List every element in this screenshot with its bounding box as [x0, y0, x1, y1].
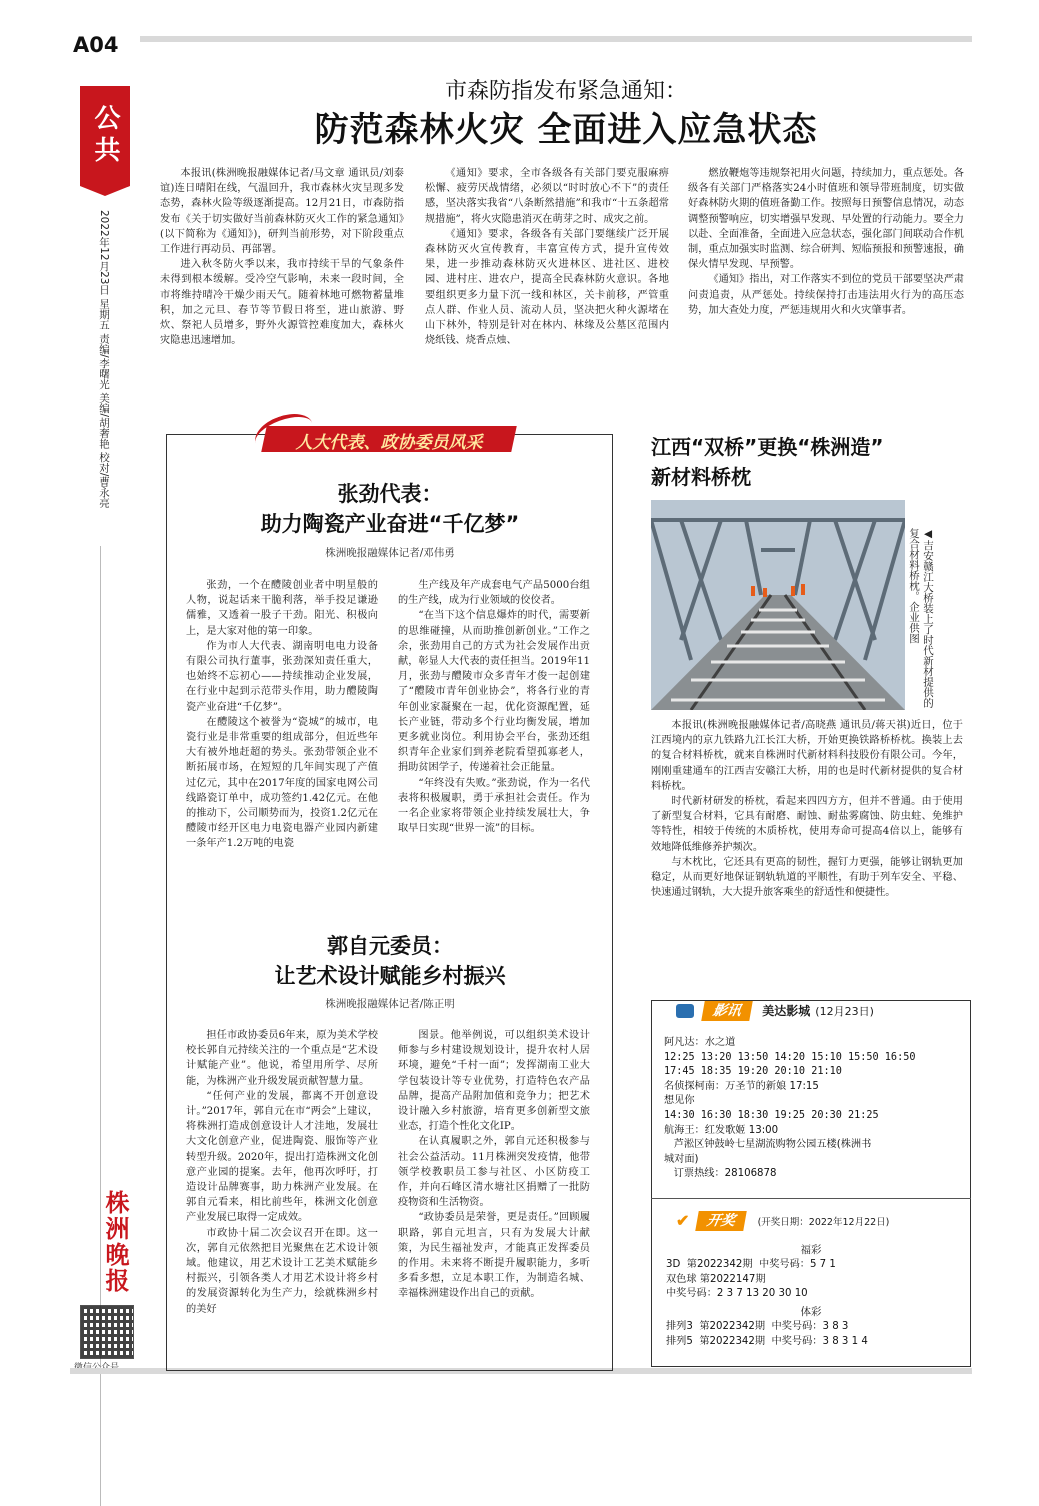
story2-column-2 — [398, 1028, 590, 1302]
page-number: A04 — [73, 33, 119, 57]
story2-title-line2: 让艺术设计赋能乡村振兴 — [274, 964, 506, 988]
schedule-line: 17:45 18:35 19:20 20:10 21:10 — [664, 1066, 842, 1078]
lead-kicker: 市森防指发布紧急通知： — [444, 79, 687, 104]
story1-title-line1: 张劲代表： — [337, 482, 443, 506]
story1-paragraph: 在醴陵这个被誉为“瓷城”的城市，电瓷行业是非常重要的组成部分，但近些年大有被外地赶超的势头。张劲带领企业不断拓展市场，在短短的几年间实现了产值过亿元，其中在2017年度的国家电网公司线路瓷订单中，成功签约1.42亿元。在他的推动下，公司顺势而为，投资1.2亿元在醴陵市经开区电力电瓷电器产业园内新建一条年产1.2万吨的电瓷 — [186, 716, 378, 850]
lottery-line: 排列5 第2022342期 中奖号码：3 8 3 1 4 — [666, 1335, 868, 1347]
welfare-lottery-results — [666, 1258, 966, 1302]
story1-title-line2: 助力陶瓷产业奋进“千亿梦” — [260, 512, 520, 536]
cinema-tag: 影讯 — [701, 1001, 753, 1021]
box-divider — [651, 1198, 971, 1199]
cinema-header — [676, 1000, 966, 1020]
feature-banner-label: 人大代表、政协委员风采 — [295, 433, 483, 453]
schedule-line: 想见你 — [664, 1095, 695, 1107]
story1-paragraph: 生产线及年产成套电气产品5000台组的生产线，成为行业领域的佼佼者。 — [398, 580, 590, 607]
schedule-line: 航海王：红发歌姬 13:00 — [664, 1124, 779, 1136]
story2-paragraph: 在认真履职之外，郭自元还积极参与社会公益活动。11月株洲突发疫情，他带领学校教职员工参与社区、小区防疫工作，并向石峰区清水塘社区捐赠了一批防疫物资和生活物资。 — [398, 1136, 590, 1209]
story2-paragraph: 担任市政协委员6年来，原为美术学校校长郭自元持续关注的一个重点是“艺术设计赋能产业”。他说，希望用所学、尽所能，为株洲产业升级发展贡献智慧力量。 — [186, 1030, 378, 1087]
feature-banner — [254, 416, 524, 456]
welfare-lottery-header: 福彩 — [800, 1244, 822, 1256]
lead-column-3 — [688, 166, 964, 318]
lead-paragraph: 《通知》要求，各级各有关部门要继续广泛开展森林防灭火宣传教育，丰富宣传方式，提升宣传效果，进一步推动森林防灭火进林区、进社区、进校园、进村庄、进农户，提高全民森林防火意识。各地要组织更多力量下沉一线和林区，关卡前移，严管重点人群、作业人员、流动人员，坚决把火种火源堵在山下林外，特别是针对在林内、林缘及公墓区范围内烧纸钱、烧香点烛、 — [425, 228, 669, 347]
story2-byline: 株洲晚报融媒体记者/陈正明 — [325, 998, 455, 1010]
lottery-date: (开奖日期：2022年12月22日) — [757, 1217, 890, 1228]
bridge-title-line2: 新材料桥枕 — [651, 465, 751, 489]
sports-lottery-header: 体彩 — [800, 1306, 822, 1318]
lottery-header — [676, 1210, 966, 1230]
lottery-tag: 开奖 — [695, 1211, 747, 1231]
story2-paragraph: “任何产业的发展，都离不开创意设计。”2017年，郭自元在市“两会”上建议，将株洲打造成创意设计人才洼地，发展壮大文化创意产业，促进陶瓷、服饰等产业转型升级。2020年，提出打造株洲文化创意产业园的提案。去年，他再次呼吁，打造设计品牌赛事，助力株洲产业发展。在郭自元看来，相比前些年，株洲文化创意产业发展已取得一定成效。 — [186, 1090, 378, 1224]
story2-paragraph: 图景。他举例说，可以组织美术设计师参与乡村建设规划设计，提升农村人居环境，避免“千村一面”；发挥湖南工业大学包装设计等专业优势，打造特色农产品品牌，提高产品附加值和竞争力；把艺术设计融入乡村旅游，培育更多创新型文旅业态，打造个性化文化IP。 — [398, 1030, 590, 1133]
bridge-paragraph: 时代新材研发的桥枕，看起来四四方方，但并不普通。由于使用了新型复合材料，它具有耐磨、耐蚀、耐盐雾腐蚀、防虫蛀、免维护等特性，相较于传统的木质桥枕，使用寿命可提高4倍以上，能够有效地降低维修养护频次。 — [651, 796, 963, 853]
bridge-paragraph: 本报讯(株洲晚报融媒体记者/高晓燕 通讯员/蒋天祺)近日，位于江西境内的京九铁路九江长江大桥，开始更换铁路桥桥枕。换装上去的复合材料桥枕，就来自株洲时代新材料科技股份有限公司。今年，刚刚重建通车的江西吉安赣江大桥，用的也是时代新材提供的复合材料桥枕。 — [651, 720, 963, 792]
bridge-paragraph: 与木枕比，它还具有更高的韧性，握钉力更强，能够让钢轨更加稳定，从而更好地保证钢轨轨道的平顺性，有助于列车安全、平稳、快速通过钢轨，大大提升旅客乘坐的舒适性和便捷性。 — [651, 856, 963, 899]
schedule-line: 订票热线：28106878 — [664, 1168, 777, 1180]
bridge-photo — [651, 500, 905, 710]
story1-paragraph: 张劲，一个在醴陵创业者中明星般的人物，说起话来干脆利落，举手投足谦逊儒雅，又透着一股子干劲。阳光、积极向上，是大家对他的第一印象。 — [186, 580, 378, 637]
newspaper-logo: 株洲晚报 — [101, 1190, 130, 1294]
sports-lottery-results — [666, 1320, 966, 1349]
schedule-line: 城对面) — [664, 1153, 699, 1165]
lottery-line: 双色球 第2022147期 — [666, 1273, 766, 1285]
lead-paragraph: 进入秋冬防火季以来，我市持续干旱的气象条件未得到根本缓解。受冷空气影响，未来一段时间，全市将维持晴冷干燥少雨天气。随着林地可燃物蓄量堆积，加之元旦、春节等节假日将至，进山旅游、野炊、祭祀人员增多，野外火源管控难度加大，森林火灾隐患迅速增加。 — [160, 259, 404, 347]
story1-byline: 株洲晚报融媒体记者/邓伟勇 — [325, 547, 455, 559]
story2-column-1 — [186, 1028, 378, 1317]
bridge-photo-caption: ◀吉安赣江大桥装上了时代新材提供的复合材料桥枕。企业供图 — [908, 528, 934, 708]
schedule-line: 名侦探柯南：万圣节的新娘 17:15 — [664, 1080, 819, 1092]
story2-title-line1: 郭自元委员： — [327, 934, 453, 958]
story2-paragraph: 市政协十届二次会议召开在即。这一次，郭自元依然把目光聚焦在艺术设计领域。他建议，用艺术设计工艺美术赋能乡村振兴，引领各类人才用艺术设计将乡村的发展资源转化为生产力，绘就株洲乡村的美好 — [186, 1227, 378, 1315]
lead-headline: 防范森林火灾 全面进入应急状态 — [314, 110, 818, 150]
bridge-body — [651, 718, 963, 900]
story1-column-1 — [186, 578, 378, 852]
film-camera-icon — [676, 1004, 694, 1018]
story2-paragraph: “政协委员是荣誉，更是责任。”回顾履职路，郭自元坦言，只有为发展大计献策，为民生福祉发声，才能真正发挥委员的作用。未来将不断提升履职能力，多听多看多想，立足本职工作，为制造名城、幸福株洲建设作出自己的贡献。 — [398, 1212, 590, 1300]
lead-paragraph: 燃放鞭炮等违规祭祀用火问题，持续加力，重点惩处。各级各有关部门严格落实24小时值班和领导带班制度，切实做好森林防火期的值班备勤工作。按照每日预警信息情况，动态调整预警响应，切实增强早发现、早处置的行动能力。要全力以赴、全面准备，全面进入应急状态，强化部门间联动合作机制，重点加强实时监测、综合研判、短临预报和预警速报，确保火情早发现、早预警。 — [688, 168, 964, 271]
lottery-line: 3D 第2022342期 中奖号码：5 7 1 — [666, 1259, 836, 1270]
schedule-line: 12:25 13:20 13:50 14:20 15:10 15:50 16:50 — [664, 1051, 916, 1063]
schedule-line: 阿凡达：水之道 — [664, 1037, 736, 1048]
cinema-date: (12月23日) — [815, 1005, 874, 1018]
lottery-line: 中奖号码：2 3 7 13 20 30 10 — [666, 1288, 808, 1300]
page-dateline: 2022年12月23日 星期五 责编/李曙光 美编/胡奢艳 校对/曹永亮 — [98, 210, 110, 508]
story1-paragraph: “在当下这个信息爆炸的时代，需要新的思维碰撞，从而助推创新创业。”工作之余，张劲用自己的方式为社会发展作出贡献，彰显人大代表的责任担当。2019年11月，张劲与醴陵市众多青年才俊一起创建了“醴陵市青年创业协会”，将各行业的青年创业家凝聚在一起，优化资源配置，延长产业链，带动多个行业均衡发展，增加更多就业岗位。利用协会平台，张劲还组织青年企业家们到养老院看望孤寡老人，捐助贫困学子，传递着社会正能量。 — [398, 610, 590, 774]
lead-column-1 — [160, 166, 404, 348]
top-rule — [140, 36, 972, 42]
lead-paragraph: 《通知》指出，对工作落实不到位的党员干部要坚决严肃问责追责，从严惩处。持续保持打击违法用火行为的高压态势，加大查处力度，严惩违规用火和火灾肇事者。 — [688, 274, 964, 316]
cinema-venue: 美达影城 — [762, 1004, 811, 1018]
lead-paragraph: 《通知》要求，全市各级各有关部门要克服麻痹松懈、疲劳厌战情绪，必须以“时时放心不下”的责任感，坚决落实我省“八条断然措施”和我市“十五条超常规措施”，将火灾隐患消灭在萌芽之时、成灾之前。 — [425, 168, 669, 225]
schedule-line: 14:30 16:30 18:30 19:25 20:30 21:25 — [664, 1109, 879, 1121]
checkmark-icon: ✔ — [676, 1211, 690, 1230]
lottery-line: 排列3 第2022342期 中奖号码：3 8 3 — [666, 1321, 849, 1332]
schedule-line: 芦淞区钟鼓岭七星湖流购物公园五楼(株洲书 — [664, 1139, 872, 1151]
wechat-qr-code[interactable] — [80, 1305, 134, 1359]
story1-paragraph: “年终没有失败。”张劲说，作为一名代表将积极履职，勇于承担社会责任。作为一名企业家将带领企业持续发展壮大，争取早日实现“世界一流”的目标。 — [398, 777, 590, 835]
railway-bridge-illustration — [651, 500, 905, 710]
lead-column-2 — [425, 166, 669, 348]
bridge-title-line1: 江西“双桥”更换“株洲造” — [651, 435, 884, 459]
section-rubric: 公共 — [80, 86, 130, 186]
cinema-schedule — [664, 1036, 964, 1182]
story1-column-2 — [398, 578, 590, 836]
lead-paragraph: 本报讯(株洲晚报融媒体记者/马文章 通讯员/刘泰谊)连日晴阳在线，气温回升，我市森林火灾呈现多发态势，森林火险等级逐渐提高。12月21日，市森防指发布《关于切实做好当前森林防灭火工作的紧急通知》(以下简称为《通知》)，研判当前形势，对下阶段重点工作进行再动员、再部署。 — [160, 168, 404, 256]
story1-paragraph: 作为市人大代表、湖南明电电力设备有限公司执行董事，张劲深知责任重大，也始终不忘初心——持续推动企业发展，在行业中起到示范带头作用，助力醴陵陶瓷产业奋进“千亿梦”。 — [186, 640, 378, 713]
